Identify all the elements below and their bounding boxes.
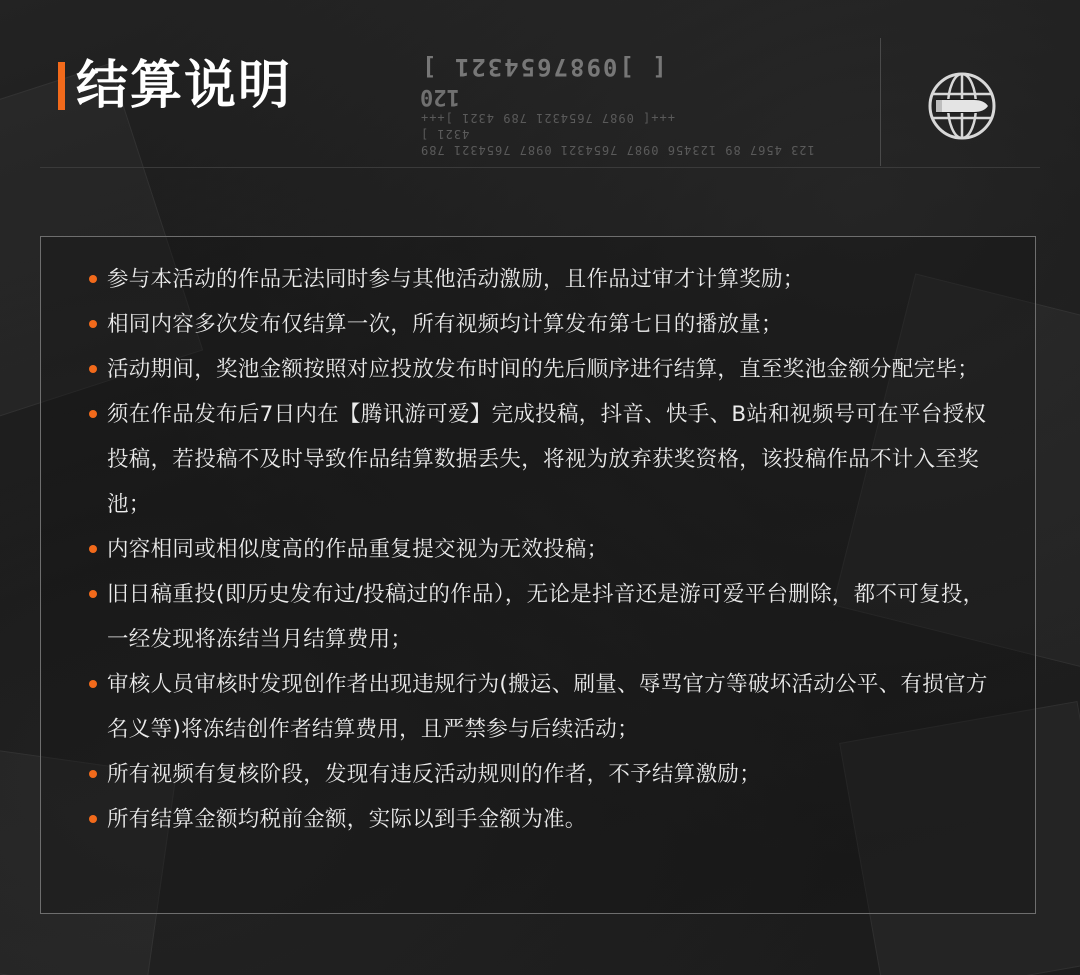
bullet-dot-icon bbox=[89, 545, 97, 553]
header bbox=[0, 0, 1080, 170]
rules-list bbox=[41, 237, 1035, 842]
rule-item bbox=[107, 347, 995, 392]
rule-item bbox=[107, 257, 995, 302]
header-divider-horizontal bbox=[40, 167, 1040, 168]
header-divider-vertical bbox=[880, 38, 881, 166]
rule-item bbox=[107, 302, 995, 347]
rule-text: 相同内容多次发布仅结算一次，所有视频均计算发布第七日的播放量； bbox=[107, 312, 783, 337]
rule-text: 须在作品发布后7日内在【腾讯游可爱】完成投稿，抖音、快手、B站和视频号可在平台授权投稿，若投稿不及时导致作品结算数据丢失，将视为放弃获奖资格，该投稿作品不计入至奖池； bbox=[107, 402, 987, 517]
rule-text: 内容相同或相似度高的作品重复提交视为无效投稿； bbox=[107, 537, 609, 562]
rule-text: 所有视频有复核阶段，发现有违反活动规则的作者，不予结算激励； bbox=[107, 762, 762, 787]
bullet-dot-icon bbox=[89, 320, 97, 328]
rule-item bbox=[107, 572, 995, 662]
rules-panel bbox=[40, 236, 1036, 914]
bullet-dot-icon bbox=[89, 275, 97, 283]
code-line: 123 4567 89 123456 0987 7654321 0987 7654321 789 4321 ] bbox=[420, 127, 815, 157]
title-accent-bar bbox=[58, 62, 65, 110]
bullet-dot-icon bbox=[89, 680, 97, 688]
rule-item bbox=[107, 392, 995, 527]
page-title: 结算说明 bbox=[76, 56, 293, 116]
bullet-dot-icon bbox=[89, 410, 97, 418]
rule-text: 旧日稿重投(即历史发布过/投稿过的作品），无论是抖音还是游可爱平台删除，都不可复投，一经发现将冻结当月结算费用； bbox=[107, 582, 985, 652]
rule-item bbox=[107, 797, 995, 842]
bullet-dot-icon bbox=[89, 590, 97, 598]
rule-text: 参与本活动的作品无法同时参与其他活动激励，且作品过审才计算奖励； bbox=[107, 267, 805, 292]
bullet-dot-icon bbox=[89, 770, 97, 778]
rule-item bbox=[107, 752, 995, 797]
decorative-code-block bbox=[420, 53, 840, 158]
rule-text: 活动期间，奖池金额按照对应投放发布时间的先后顺序进行结算，直至奖池金额分配完毕； bbox=[107, 357, 980, 382]
code-line: +++[ 0987 7654321 789 4321 ]+++ bbox=[420, 111, 675, 125]
code-line: [ ]0987654321 ] bbox=[420, 53, 667, 81]
bullet-dot-icon bbox=[89, 365, 97, 373]
rule-item bbox=[107, 662, 995, 752]
rule-text: 所有结算金额均税前金额，实际以到手金额为准。 bbox=[107, 807, 587, 832]
globe-bullet-icon bbox=[926, 70, 998, 142]
rule-item bbox=[107, 527, 995, 572]
rule-text: 审核人员审核时发现创作者出现违规行为(搬运、刷量、辱骂官方等破坏活动公平、有损官方名义等)将冻结创作者结算费用，且严禁参与后续活动； bbox=[107, 672, 988, 742]
code-line: 120 bbox=[420, 84, 460, 109]
bullet-dot-icon bbox=[89, 815, 97, 823]
